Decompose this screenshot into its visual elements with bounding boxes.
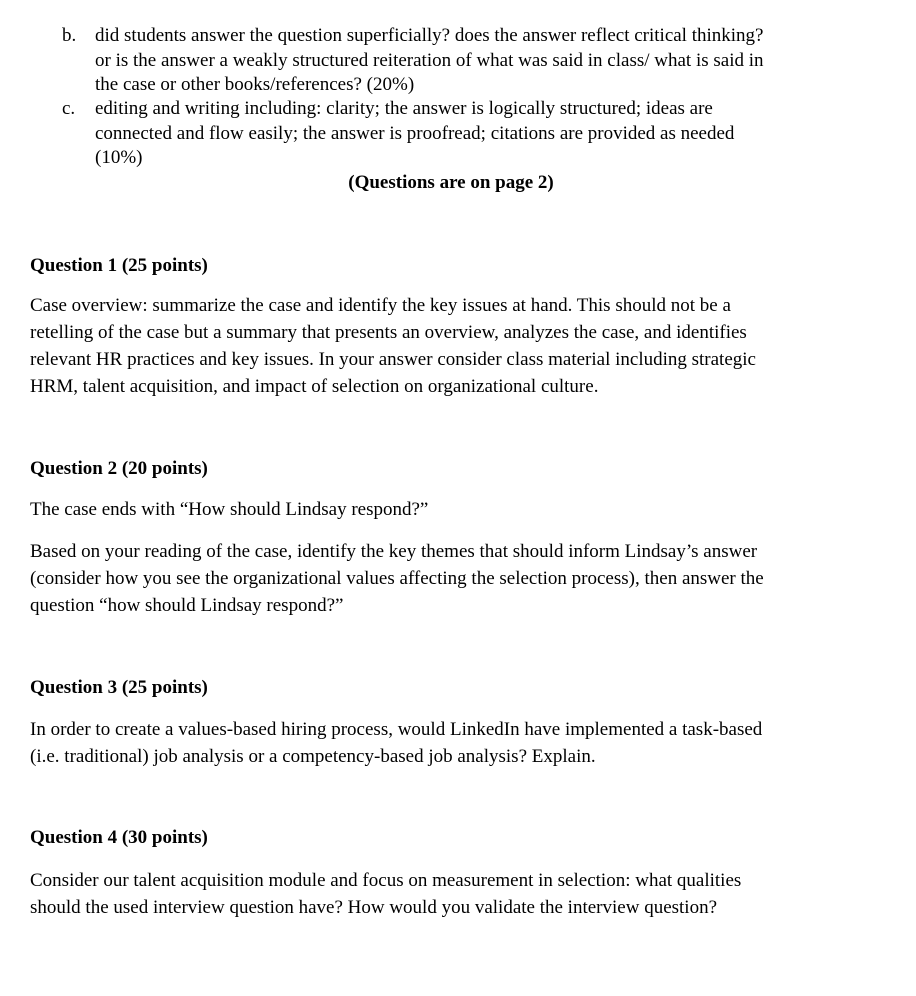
question-2-paragraph-2 bbox=[30, 538, 890, 619]
question-2-paragraph-1 bbox=[30, 496, 890, 523]
text-line: relevant HR practices and key issues. In your answer consider class material including strategic bbox=[30, 349, 756, 370]
list-marker: c. bbox=[62, 98, 76, 119]
question-3-paragraph bbox=[30, 716, 890, 770]
question-3-heading: Question 3 (25 points) bbox=[30, 677, 208, 698]
criterion-text bbox=[95, 97, 885, 171]
text-line: (10%) bbox=[95, 147, 143, 168]
criterion-text bbox=[95, 24, 885, 98]
question-4-paragraph bbox=[30, 867, 890, 921]
text-line: The case ends with “How should Lindsay respond?” bbox=[30, 499, 429, 520]
question-2-heading: Question 2 (20 points) bbox=[30, 458, 208, 479]
question-1-heading: Question 1 (25 points) bbox=[30, 255, 208, 276]
text-line: Based on your reading of the case, identify the key themes that should inform Lindsay’s answer bbox=[30, 541, 758, 562]
list-marker: b. bbox=[62, 25, 77, 46]
text-line: (consider how you see the organizational values affecting the selection process), then answer the bbox=[30, 568, 764, 589]
text-line: question “how should Lindsay respond?” bbox=[30, 595, 344, 616]
text-line: (i.e. traditional) job analysis or a competency-based job analysis? Explain. bbox=[30, 746, 596, 767]
text-line: connected and flow easily; the answer is proofread; citations are provided as needed bbox=[95, 122, 735, 144]
question-1-paragraph bbox=[30, 292, 890, 400]
question-4-heading: Question 4 (30 points) bbox=[30, 827, 208, 848]
text-line: did students answer the question superficially? does the answer reflect critical thinking? bbox=[95, 25, 764, 46]
page-reference-note: (Questions are on page 2) bbox=[348, 172, 554, 193]
text-line: Consider our talent acquisition module and focus on measurement in selection: what qualities bbox=[30, 870, 742, 891]
text-line: retelling of the case but a summary that presents an overview, analyzes the case, and identifies bbox=[30, 322, 747, 343]
text-line: HRM, talent acquisition, and impact of selection on organizational culture. bbox=[30, 376, 599, 397]
text-line: In order to create a values-based hiring process, would LinkedIn have implemented a task-based bbox=[30, 719, 763, 740]
text-line: Case overview: summarize the case and identify the key issues at hand. This should not be a bbox=[30, 295, 731, 316]
text-line: or is the answer a weakly structured reiteration of what was said in class/ what is said in bbox=[95, 49, 764, 71]
text-line: should the used interview question have? How would you validate the interview question? bbox=[30, 897, 718, 918]
text-line: editing and writing including: clarity; the answer is logically structured; ideas are bbox=[95, 98, 713, 119]
text-line: the case or other books/references? (20%) bbox=[95, 74, 415, 95]
